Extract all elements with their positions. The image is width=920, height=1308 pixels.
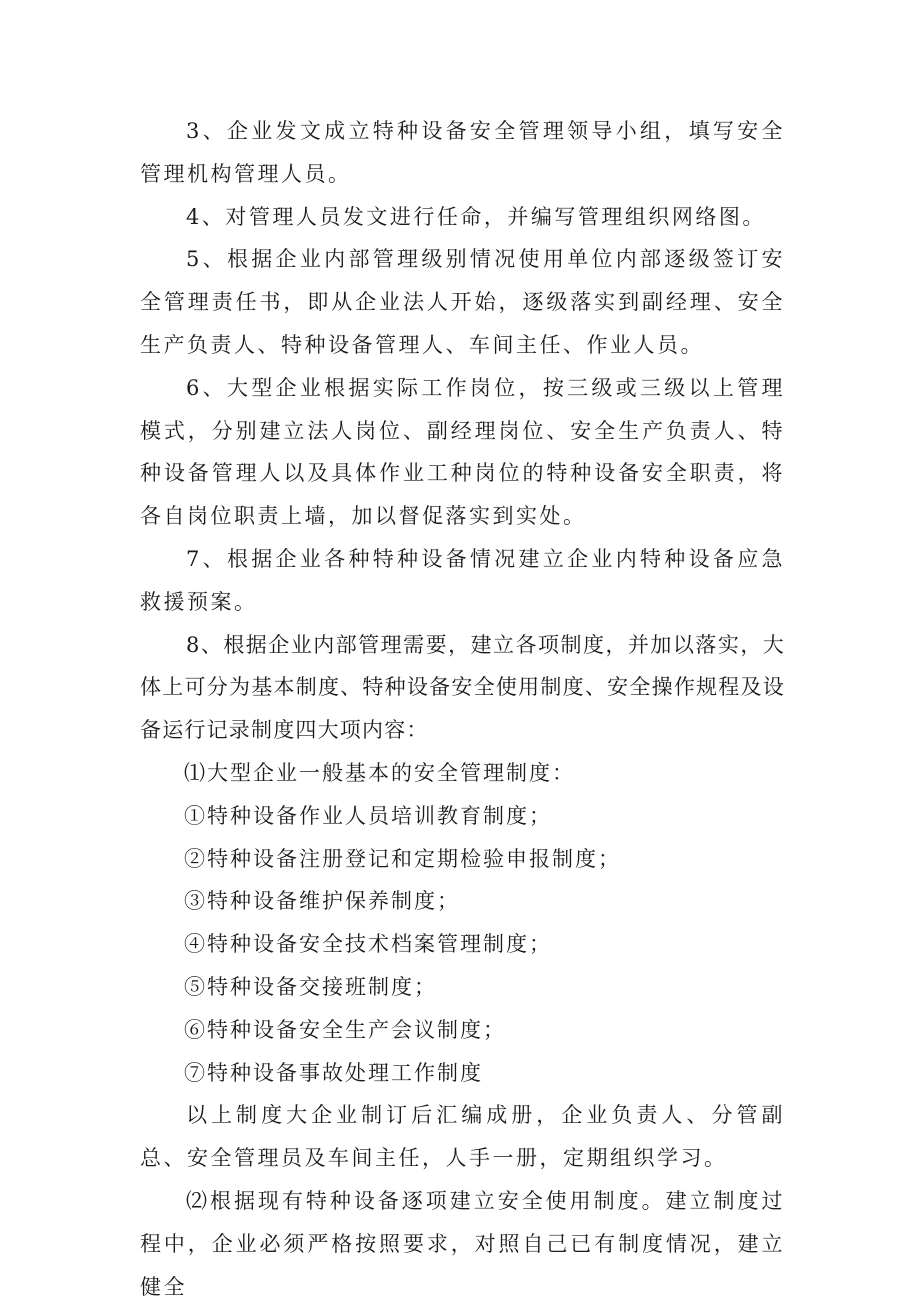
list-item: ⑤特种设备交接班制度；: [184, 974, 437, 999]
paragraph-8: 8、根据企业内部管理需要，建立各项制度，并加以落实，大体上可分为基本制度、特种设备安全使用制度、安全操作规程及设备运行记录制度四大项内容：: [140, 632, 785, 743]
list-item: ⑥特种设备安全生产会议制度；: [184, 1017, 506, 1042]
list-item: ①特种设备作业人员培训教育制度；: [184, 803, 552, 828]
paragraph-3: 3、企业发文成立特种设备安全管理领导小组，填写安全管理机构管理人员。: [140, 119, 785, 186]
list-item: ③特种设备维护保养制度；: [184, 889, 460, 914]
paragraph-4: 4、对管理人员发文进行任命，并编写管理组织网络图。: [186, 204, 766, 229]
summary-paragraph: 以上制度大企业制订后汇编成册，企业负责人、分管副总、安全管理员及车间主任，人手一册，定期组织学习。: [140, 1103, 785, 1171]
list-item: ⑦特种设备事故处理工作制度: [184, 1060, 483, 1085]
document-body: [140, 110, 785, 1308]
section-2-paragraph: ⑵根据现有特种设备逐项建立安全使用制度。建立制度过程中，企业必须严格按照要求，对照自己已有制度情况，建立健全: [140, 1188, 785, 1299]
paragraph-7: 7、根据企业各种特种设备情况建立企业内特种设备应急救援预案。: [140, 546, 785, 614]
list-item: ④特种设备安全技术档案管理制度；: [184, 932, 552, 957]
paragraph-5: 5、根据企业内部管理级别情况使用单位内部逐级签订安全管理责任书，即从企业法人开始，逐级落实到副经理、安全生产负责人、特种设备管理人、车间主任、作业人员。: [140, 247, 785, 357]
section-1-heading: ⑴大型企业一般基本的安全管理制度：: [184, 760, 575, 785]
list-item: ②特种设备注册登记和定期检验申报制度；: [184, 846, 621, 871]
paragraph-6: 6、大型企业根据实际工作岗位，按三级或三级以上管理模式，分别建立法人岗位、副经理岗位、安全生产负责人、特种设备管理人以及具体作业工种岗位的特种设备安全职责，将各自岗位职责上墙，加以督促落实到实处。: [140, 375, 785, 529]
